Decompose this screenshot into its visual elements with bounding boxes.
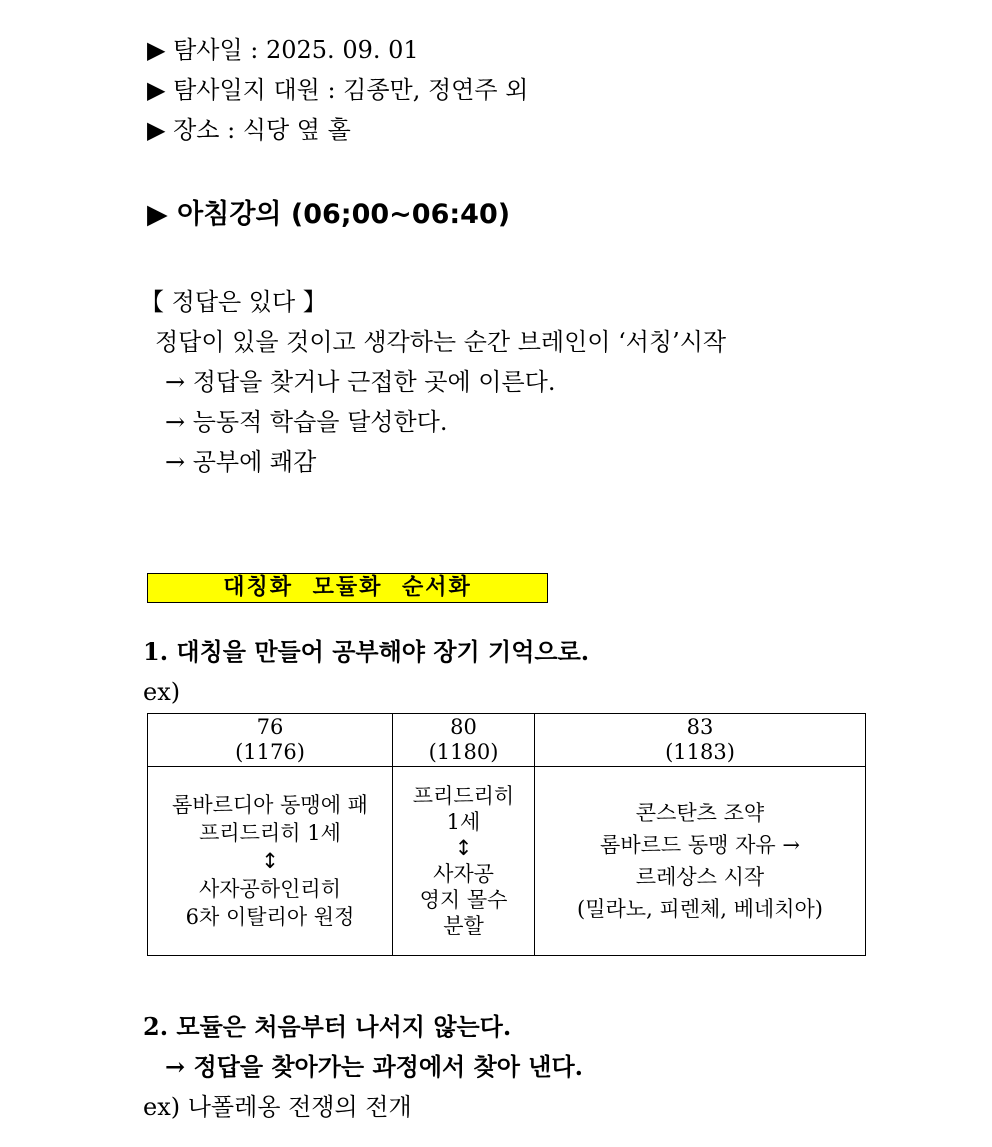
cell-text: 분할 <box>443 914 484 938</box>
cell-text: 롬바르디아 동맹에 패 <box>172 793 368 817</box>
year-label: 80 <box>450 715 477 739</box>
year-label: 76 <box>256 715 284 739</box>
cell-text: 사자공하인리히 <box>198 877 341 901</box>
point-1: → 정답을 찾거나 근접한 곳에 이른다. <box>165 368 556 396</box>
section-intro: 정답이 있을 것이고 생각하는 순간 브레인이 ‘서칭’시작 <box>155 328 727 356</box>
cell-text: (밀라노, 피렌체, 베네치아) <box>577 897 823 921</box>
item1-title: 1. 대칭을 만들어 공부해야 장기 기억으로. <box>143 637 590 666</box>
table-header-cell <box>148 714 393 767</box>
cell-text: 콘스탄츠 조약 <box>635 801 765 825</box>
table-header-cell <box>393 714 535 767</box>
item1-ex: ex) <box>143 678 181 706</box>
survey-date: ▶ 탐사일 : 2025. 09. 01 <box>147 36 419 64</box>
table-cell <box>148 767 393 956</box>
cell-text: 프리드리히 <box>412 784 515 808</box>
table-header-cell <box>535 714 866 767</box>
cell-text: 르레상스 시작 <box>635 865 765 889</box>
table-cell <box>535 767 866 956</box>
item2-sub: → 정답을 찾아가는 과정에서 찾아 낸다. <box>165 1052 584 1081</box>
section-heading: 【 정답은 있다 】 <box>140 288 327 316</box>
ad-year-label: (1176) <box>235 740 305 764</box>
ad-year-label: (1183) <box>665 740 735 764</box>
table-header-row <box>148 714 866 767</box>
item2-title: 2. 모듈은 처음부터 나서지 않는다. <box>143 1012 512 1041</box>
lecture-title: ▶ 아침강의 (06;00~06:40) <box>147 199 511 230</box>
table-row <box>148 767 866 956</box>
topic-banner: 대칭화 모듈화 순서화 <box>147 573 548 603</box>
cell-text: 프리드리히 1세 <box>199 821 341 845</box>
up-down-arrow-icon: ↕ <box>454 836 473 860</box>
cell-text: 6차 이탈리아 원정 <box>185 905 355 929</box>
survey-members: ▶ 탐사일지 대원 : 김종만, 정연주 외 <box>147 76 529 104</box>
cell-text: 1세 <box>446 810 481 834</box>
year-label: 83 <box>686 715 714 739</box>
history-table <box>147 713 866 956</box>
cell-text: 롬바르드 동맹 자유 → <box>600 833 800 857</box>
point-2: → 능동적 학습을 달성한다. <box>165 408 448 436</box>
up-down-arrow-icon: ↕ <box>261 849 279 873</box>
item2-ex: ex) 나폴레옹 전쟁의 전개 <box>143 1093 412 1121</box>
table-cell <box>393 767 535 956</box>
survey-place: ▶ 장소 : 식당 옆 홀 <box>147 116 351 144</box>
cell-text: 영지 몰수 <box>419 888 508 912</box>
point-3: → 공부에 쾌감 <box>165 448 317 476</box>
ad-year-label: (1180) <box>428 740 499 764</box>
cell-text: 사자공 <box>433 862 494 886</box>
